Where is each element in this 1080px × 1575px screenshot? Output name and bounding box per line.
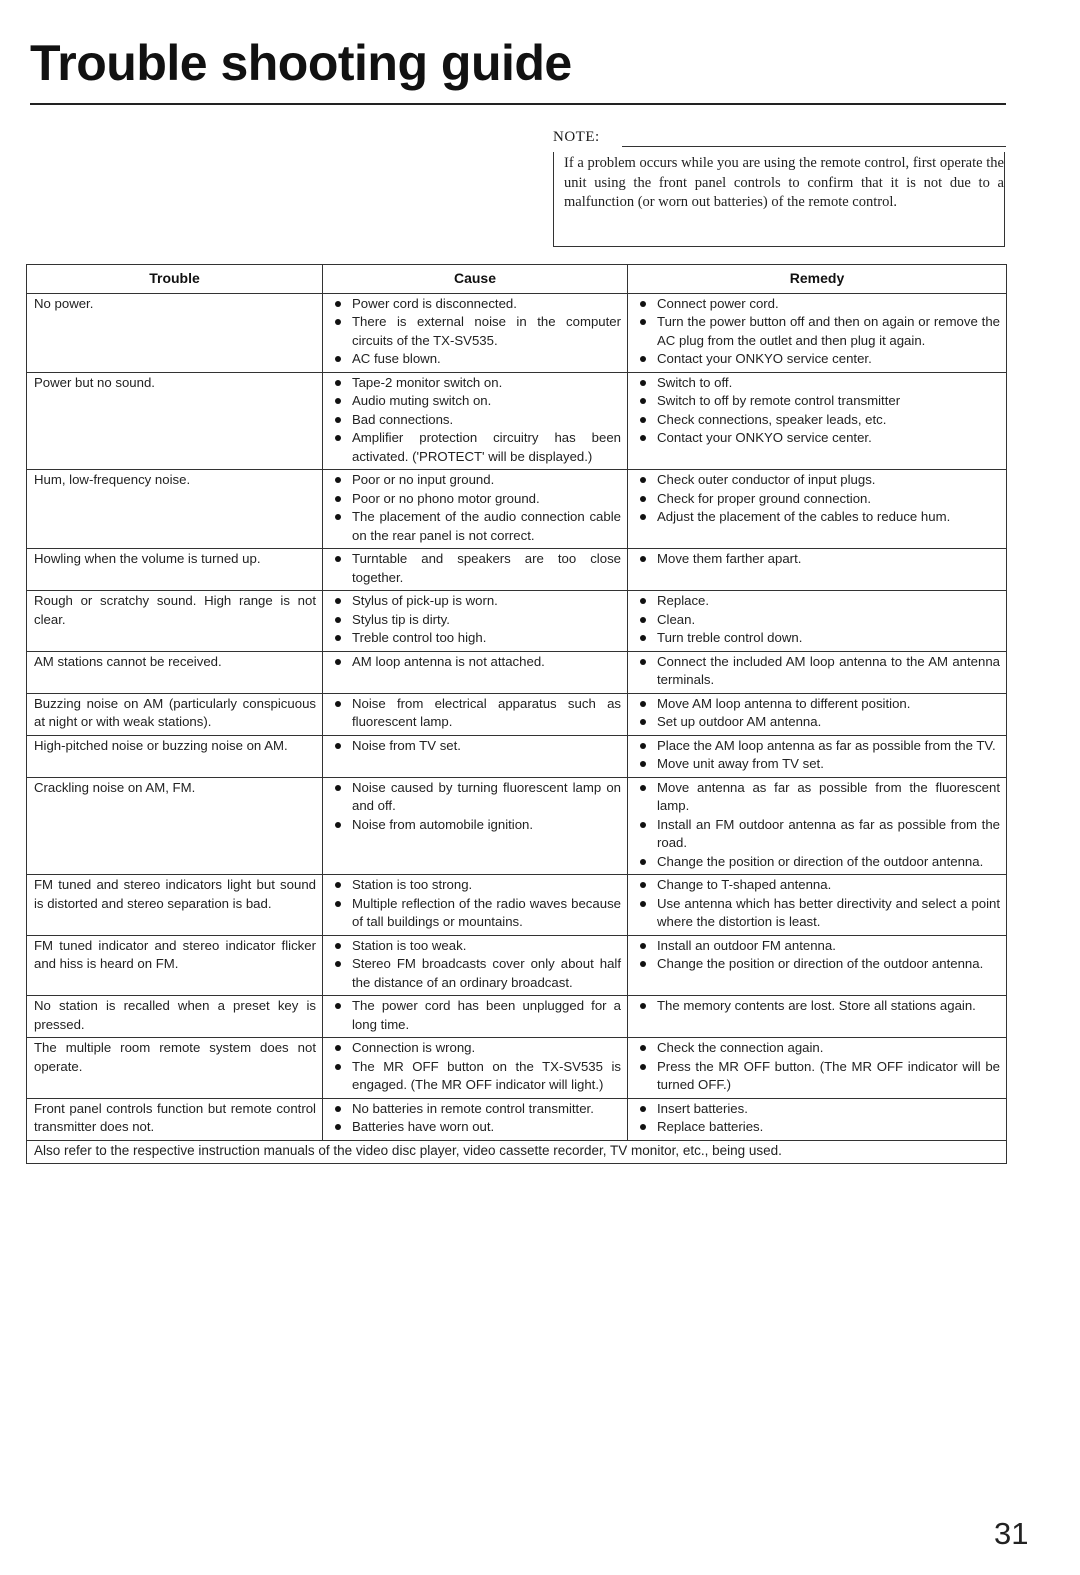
cause-list <box>330 997 621 1034</box>
cause-cell <box>323 996 628 1038</box>
trouble-cell: AM stations cannot be received. <box>27 651 323 693</box>
cause-item: Noise from electrical apparatus such as fluorescent lamp. <box>330 695 621 732</box>
cause-item: Tape-2 monitor switch on. <box>330 374 621 393</box>
cause-item: Power cord is disconnected. <box>330 295 621 314</box>
trouble-cell: Howling when the volume is turned up. <box>27 549 323 591</box>
cause-item: Audio muting switch on. <box>330 392 621 411</box>
remedy-item: Move unit away from TV set. <box>635 755 1000 774</box>
remedy-item: Turn the power button off and then on again or remove the AC plug from the outlet and then plug it again. <box>635 313 1000 350</box>
cause-cell <box>323 693 628 735</box>
cause-item: Noise caused by turning fluorescent lamp on and off. <box>330 779 621 816</box>
remedy-list <box>635 374 1000 448</box>
cause-item: AC fuse blown. <box>330 350 621 369</box>
cause-cell <box>323 651 628 693</box>
remedy-list <box>635 779 1000 872</box>
cause-item: No batteries in remote control transmitter. <box>330 1100 621 1119</box>
cause-cell <box>323 372 628 470</box>
remedy-cell <box>628 1038 1007 1099</box>
note-divider <box>622 146 1006 147</box>
remedy-item: The memory contents are lost. Store all stations again. <box>635 997 1000 1016</box>
table-row <box>27 875 1007 936</box>
remedy-item: Change the position or direction of the outdoor antenna. <box>635 853 1000 872</box>
cause-item: Connection is wrong. <box>330 1039 621 1058</box>
cause-list <box>330 779 621 835</box>
cause-cell <box>323 591 628 652</box>
trouble-cell: Crackling noise on AM, FM. <box>27 777 323 875</box>
remedy-list <box>635 550 1000 569</box>
remedy-list <box>635 471 1000 527</box>
remedy-item: Switch to off by remote control transmitter <box>635 392 1000 411</box>
remedy-item: Move AM loop antenna to different position. <box>635 695 1000 714</box>
remedy-list <box>635 695 1000 732</box>
table-row <box>27 549 1007 591</box>
remedy-cell <box>628 693 1007 735</box>
table-body <box>27 293 1007 1140</box>
cause-item: Poor or no phono motor ground. <box>330 490 621 509</box>
table-row <box>27 1098 1007 1140</box>
cause-item: Station is too strong. <box>330 876 621 895</box>
cause-list <box>330 374 621 467</box>
remedy-cell <box>628 935 1007 996</box>
table-row <box>27 372 1007 470</box>
table-row <box>27 293 1007 372</box>
remedy-list <box>635 876 1000 932</box>
remedy-item: Contact your ONKYO service center. <box>635 429 1000 448</box>
cause-cell <box>323 875 628 936</box>
remedy-item: Connect the included AM loop antenna to the AM antenna terminals. <box>635 653 1000 690</box>
cause-item: Treble control too high. <box>330 629 621 648</box>
note-box <box>553 152 1005 247</box>
trouble-cell: Rough or scratchy sound. High range is not clear. <box>27 591 323 652</box>
cause-list <box>330 653 621 672</box>
remedy-item: Replace. <box>635 592 1000 611</box>
remedy-item: Connect power cord. <box>635 295 1000 314</box>
cause-list <box>330 937 621 993</box>
cause-item: Station is too weak. <box>330 937 621 956</box>
trouble-cell: No station is recalled when a preset key is pressed. <box>27 996 323 1038</box>
table-footer-row <box>27 1140 1007 1164</box>
trouble-cell: Power but no sound. <box>27 372 323 470</box>
remedy-cell <box>628 735 1007 777</box>
cause-item: Amplifier protection circuitry has been activated. ('PROTECT' will be displayed.) <box>330 429 621 466</box>
remedy-cell <box>628 996 1007 1038</box>
cause-list <box>330 695 621 732</box>
table-header-row <box>27 265 1007 294</box>
remedy-cell <box>628 470 1007 549</box>
title-divider <box>30 103 1006 105</box>
trouble-cell: Buzzing noise on AM (particularly conspicuous at night or with weak stations). <box>27 693 323 735</box>
remedy-item: Change the position or direction of the outdoor antenna. <box>635 955 1000 974</box>
cause-item: Noise from automobile ignition. <box>330 816 621 835</box>
table-row <box>27 470 1007 549</box>
cause-list <box>330 1100 621 1137</box>
cause-item: Turntable and speakers are too close together. <box>330 550 621 587</box>
remedy-item: Contact your ONKYO service center. <box>635 350 1000 369</box>
table-row <box>27 735 1007 777</box>
remedy-item: Check for proper ground connection. <box>635 490 1000 509</box>
remedy-item: Use antenna which has better directivity and select a point where the distortion is least. <box>635 895 1000 932</box>
remedy-item: Replace batteries. <box>635 1118 1000 1137</box>
cause-list <box>330 876 621 932</box>
table-row <box>27 935 1007 996</box>
cause-cell <box>323 549 628 591</box>
cause-item: The power cord has been unplugged for a long time. <box>330 997 621 1034</box>
remedy-list <box>635 1039 1000 1095</box>
remedy-item: Press the MR OFF button. (The MR OFF indicator will be turned OFF.) <box>635 1058 1000 1095</box>
trouble-column-header: Trouble <box>27 265 323 294</box>
table-row <box>27 1038 1007 1099</box>
remedy-cell <box>628 372 1007 470</box>
cause-cell <box>323 293 628 372</box>
cause-item: Stereo FM broadcasts cover only about half the distance of an ordinary broadcast. <box>330 955 621 992</box>
cause-item: Noise from TV set. <box>330 737 621 756</box>
cause-cell <box>323 777 628 875</box>
remedy-item: Check connections, speaker leads, etc. <box>635 411 1000 430</box>
cause-item: Multiple reflection of the radio waves because of tall buildings or mountains. <box>330 895 621 932</box>
cause-cell <box>323 1098 628 1140</box>
cause-cell <box>323 935 628 996</box>
table-row <box>27 651 1007 693</box>
trouble-cell: Hum, low-frequency noise. <box>27 470 323 549</box>
remedy-cell <box>628 293 1007 372</box>
remedy-item: Clean. <box>635 611 1000 630</box>
cause-list <box>330 295 621 369</box>
remedy-cell <box>628 777 1007 875</box>
remedy-item: Insert batteries. <box>635 1100 1000 1119</box>
remedy-list <box>635 937 1000 974</box>
cause-list <box>330 592 621 648</box>
remedy-item: Turn treble control down. <box>635 629 1000 648</box>
cause-item: Poor or no input ground. <box>330 471 621 490</box>
remedy-cell <box>628 549 1007 591</box>
note-text: If a problem occurs while you are using the remote control, first operate the unit using the front panel controls to confirm that it is not due to a malfunction (or worn out batteries) of the remote control. <box>564 155 1004 210</box>
remedy-column-header: Remedy <box>628 265 1007 294</box>
cause-cell <box>323 470 628 549</box>
table-footer-note: Also refer to the respective instruction manuals of the video disc player, video cassette recorder, TV monitor, etc., being used. <box>27 1140 1007 1164</box>
cause-list <box>330 1039 621 1095</box>
remedy-cell <box>628 651 1007 693</box>
cause-list <box>330 550 621 587</box>
trouble-cell: FM tuned and stereo indicators light but sound is distorted and stereo separation is bad. <box>27 875 323 936</box>
trouble-cell: High-pitched noise or buzzing noise on AM. <box>27 735 323 777</box>
cause-cell <box>323 1038 628 1099</box>
cause-item: Batteries have worn out. <box>330 1118 621 1137</box>
remedy-item: Switch to off. <box>635 374 1000 393</box>
trouble-cell: No power. <box>27 293 323 372</box>
remedy-item: Install an outdoor FM antenna. <box>635 937 1000 956</box>
remedy-item: Check the connection again. <box>635 1039 1000 1058</box>
cause-item: The placement of the audio connection cable on the rear panel is not correct. <box>330 508 621 545</box>
remedy-cell <box>628 875 1007 936</box>
remedy-list <box>635 737 1000 774</box>
cause-item: Stylus of pick-up is worn. <box>330 592 621 611</box>
remedy-cell <box>628 1098 1007 1140</box>
cause-list <box>330 471 621 545</box>
table-row <box>27 591 1007 652</box>
trouble-cell: The multiple room remote system does not operate. <box>27 1038 323 1099</box>
remedy-item: Adjust the placement of the cables to reduce hum. <box>635 508 1000 527</box>
cause-item: Bad connections. <box>330 411 621 430</box>
cause-item: AM loop antenna is not attached. <box>330 653 621 672</box>
troubleshooting-table <box>26 264 1007 1164</box>
cause-cell <box>323 735 628 777</box>
table-row <box>27 693 1007 735</box>
remedy-item: Change to T-shaped antenna. <box>635 876 1000 895</box>
remedy-list <box>635 653 1000 690</box>
cause-list <box>330 737 621 756</box>
remedy-list <box>635 997 1000 1016</box>
table-row <box>27 777 1007 875</box>
remedy-item: Place the AM loop antenna as far as possible from the TV. <box>635 737 1000 756</box>
remedy-item: Move them farther apart. <box>635 550 1000 569</box>
page-number: 31 <box>994 1516 1029 1551</box>
remedy-item: Move antenna as far as possible from the fluorescent lamp. <box>635 779 1000 816</box>
page-title: Trouble shooting guide <box>30 35 572 91</box>
remedy-list <box>635 295 1000 369</box>
table-row <box>27 996 1007 1038</box>
remedy-item: Check outer conductor of input plugs. <box>635 471 1000 490</box>
remedy-list <box>635 1100 1000 1137</box>
cause-column-header: Cause <box>323 265 628 294</box>
remedy-cell <box>628 591 1007 652</box>
remedy-item: Set up outdoor AM antenna. <box>635 713 1000 732</box>
trouble-cell: Front panel controls function but remote control transmitter does not. <box>27 1098 323 1140</box>
note-label: NOTE: <box>553 129 600 145</box>
cause-item: There is external noise in the computer circuits of the TX-SV535. <box>330 313 621 350</box>
cause-item: The MR OFF button on the TX-SV535 is engaged. (The MR OFF indicator will light.) <box>330 1058 621 1095</box>
trouble-cell: FM tuned indicator and stereo indicator flicker and hiss is heard on FM. <box>27 935 323 996</box>
remedy-list <box>635 592 1000 648</box>
cause-item: Stylus tip is dirty. <box>330 611 621 630</box>
remedy-item: Install an FM outdoor antenna as far as possible from the road. <box>635 816 1000 853</box>
